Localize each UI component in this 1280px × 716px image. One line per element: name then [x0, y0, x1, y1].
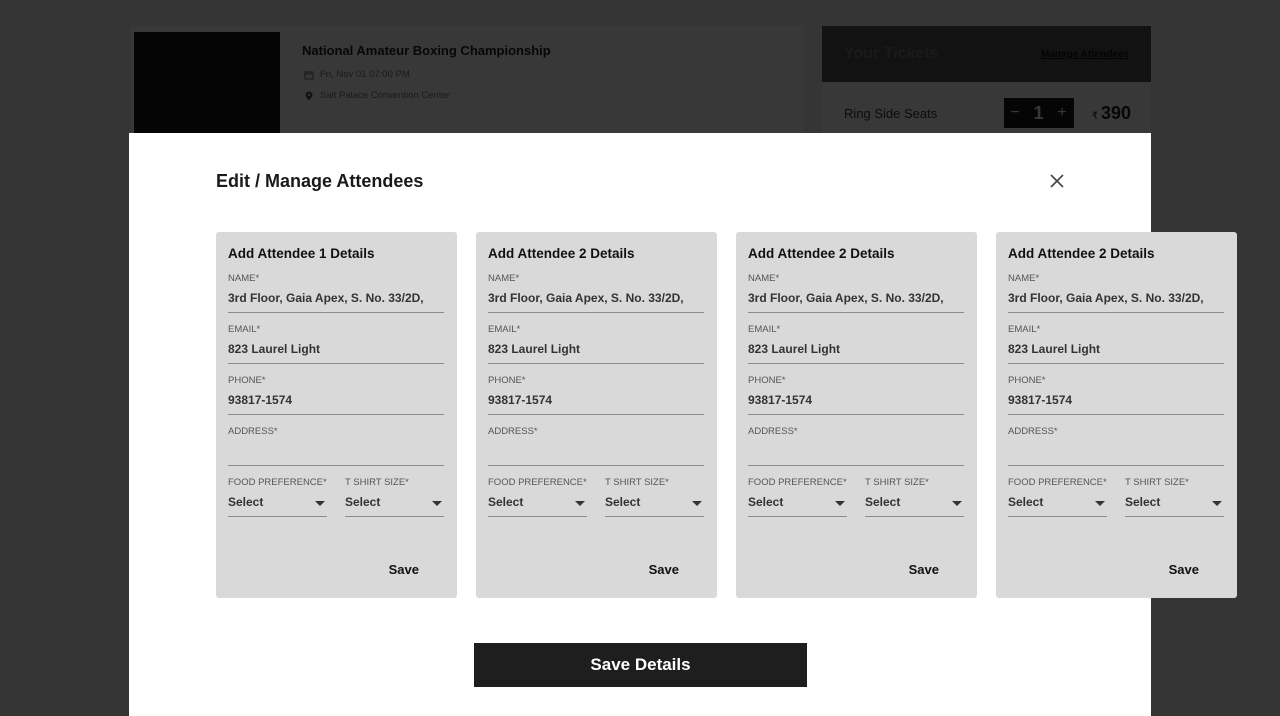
tshirt-size-select[interactable] [865, 495, 964, 517]
name-field [488, 273, 704, 313]
attendee-card [996, 232, 1237, 598]
name-label: NAME* [1008, 273, 1040, 284]
food-preference-select[interactable] [1008, 495, 1107, 517]
food-preference-value: Select [1008, 495, 1044, 509]
preferences-row [1008, 477, 1224, 517]
phone-field [488, 375, 704, 415]
attendee-card-title: Add Attendee 2 Details [1008, 246, 1155, 261]
chevron-down-icon [835, 501, 845, 506]
save-attendee-button[interactable]: Save [908, 562, 939, 577]
email-input[interactable]: 823 Laurel Light [488, 342, 704, 364]
food-preference-label: FOOD PREFERENCE* [488, 477, 587, 488]
tshirt-size-label: T SHIRT SIZE* [1125, 477, 1189, 488]
food-preference-field [1008, 477, 1107, 517]
email-field [228, 324, 444, 364]
food-preference-field [228, 477, 327, 517]
name-field [228, 273, 444, 313]
manage-attendees-modal [129, 133, 1204, 716]
food-preference-label: FOOD PREFERENCE* [228, 477, 327, 488]
tshirt-size-value: Select [345, 495, 381, 509]
name-input[interactable]: 3rd Floor, Gaia Apex, S. No. 33/2D, [1008, 291, 1224, 313]
close-button[interactable] [1047, 171, 1067, 191]
food-preference-label: FOOD PREFERENCE* [748, 477, 847, 488]
address-label: ADDRESS* [228, 426, 278, 437]
email-input[interactable]: 823 Laurel Light [748, 342, 964, 364]
tshirt-size-field [605, 477, 704, 517]
tshirt-size-field [865, 477, 964, 517]
attendee-card [216, 232, 457, 598]
tshirt-size-value: Select [865, 495, 901, 509]
food-preference-value: Select [748, 495, 784, 509]
tshirt-size-value: Select [1125, 495, 1161, 509]
address-label: ADDRESS* [488, 426, 538, 437]
email-label: EMAIL* [488, 324, 521, 335]
name-input[interactable]: 3rd Floor, Gaia Apex, S. No. 33/2D, [488, 291, 704, 313]
phone-label: PHONE* [488, 375, 526, 386]
chevron-down-icon [575, 501, 585, 506]
tshirt-size-label: T SHIRT SIZE* [865, 477, 929, 488]
close-icon [1047, 171, 1067, 191]
address-field [228, 426, 444, 466]
tshirt-size-select[interactable] [1125, 495, 1224, 517]
food-preference-select[interactable] [488, 495, 587, 517]
phone-input[interactable]: 93817-1574 [748, 393, 964, 415]
tshirt-size-label: T SHIRT SIZE* [605, 477, 669, 488]
attendee-card-title: Add Attendee 2 Details [488, 246, 635, 261]
chevron-down-icon [1095, 501, 1105, 506]
tshirt-size-select[interactable] [345, 495, 444, 517]
save-attendee-button[interactable]: Save [388, 562, 419, 577]
name-label: NAME* [228, 273, 260, 284]
attendee-cards [216, 232, 1237, 598]
attendee-card [736, 232, 977, 598]
address-input[interactable] [1008, 444, 1224, 466]
food-preference-select[interactable] [228, 495, 327, 517]
food-preference-label: FOOD PREFERENCE* [1008, 477, 1107, 488]
chevron-down-icon [952, 501, 962, 506]
email-input[interactable]: 823 Laurel Light [1008, 342, 1224, 364]
address-field [748, 426, 964, 466]
name-field [748, 273, 964, 313]
email-field [1008, 324, 1224, 364]
name-input[interactable]: 3rd Floor, Gaia Apex, S. No. 33/2D, [748, 291, 964, 313]
save-details-button[interactable]: Save Details [474, 643, 807, 687]
address-field [1008, 426, 1224, 466]
address-input[interactable] [488, 444, 704, 466]
tshirt-size-field [1125, 477, 1224, 517]
phone-label: PHONE* [228, 375, 266, 386]
preferences-row [748, 477, 964, 517]
address-input[interactable] [748, 444, 964, 466]
phone-field [748, 375, 964, 415]
name-label: NAME* [748, 273, 780, 284]
email-field [488, 324, 704, 364]
address-label: ADDRESS* [1008, 426, 1058, 437]
tshirt-size-select[interactable] [605, 495, 704, 517]
email-label: EMAIL* [1008, 324, 1041, 335]
tshirt-size-value: Select [605, 495, 641, 509]
name-input[interactable]: 3rd Floor, Gaia Apex, S. No. 33/2D, [228, 291, 444, 313]
food-preference-value: Select [488, 495, 524, 509]
email-label: EMAIL* [748, 324, 781, 335]
email-field [748, 324, 964, 364]
preferences-row [488, 477, 704, 517]
address-field [488, 426, 704, 466]
phone-label: PHONE* [1008, 375, 1046, 386]
phone-input[interactable]: 93817-1574 [1008, 393, 1224, 415]
tshirt-size-field [345, 477, 444, 517]
modal-title: Edit / Manage Attendees [216, 171, 424, 191]
preferences-row [228, 477, 444, 517]
phone-field [228, 375, 444, 415]
food-preference-field [488, 477, 587, 517]
food-preference-field [748, 477, 847, 517]
save-attendee-button[interactable]: Save [1168, 562, 1199, 577]
chevron-down-icon [432, 501, 442, 506]
phone-field [1008, 375, 1224, 415]
chevron-down-icon [692, 501, 702, 506]
attendee-card [476, 232, 717, 598]
save-attendee-button[interactable]: Save [648, 562, 679, 577]
food-preference-value: Select [228, 495, 264, 509]
chevron-down-icon [315, 501, 325, 506]
email-label: EMAIL* [228, 324, 261, 335]
chevron-down-icon [1212, 501, 1222, 506]
name-label: NAME* [488, 273, 520, 284]
phone-input[interactable]: 93817-1574 [228, 393, 444, 415]
tshirt-size-label: T SHIRT SIZE* [345, 477, 409, 488]
food-preference-select[interactable] [748, 495, 847, 517]
phone-label: PHONE* [748, 375, 786, 386]
name-field [1008, 273, 1224, 313]
attendee-card-title: Add Attendee 1 Details [228, 246, 375, 261]
phone-input[interactable]: 93817-1574 [488, 393, 704, 415]
address-input[interactable] [228, 444, 444, 466]
address-label: ADDRESS* [748, 426, 798, 437]
email-input[interactable]: 823 Laurel Light [228, 342, 444, 364]
attendee-card-title: Add Attendee 2 Details [748, 246, 895, 261]
